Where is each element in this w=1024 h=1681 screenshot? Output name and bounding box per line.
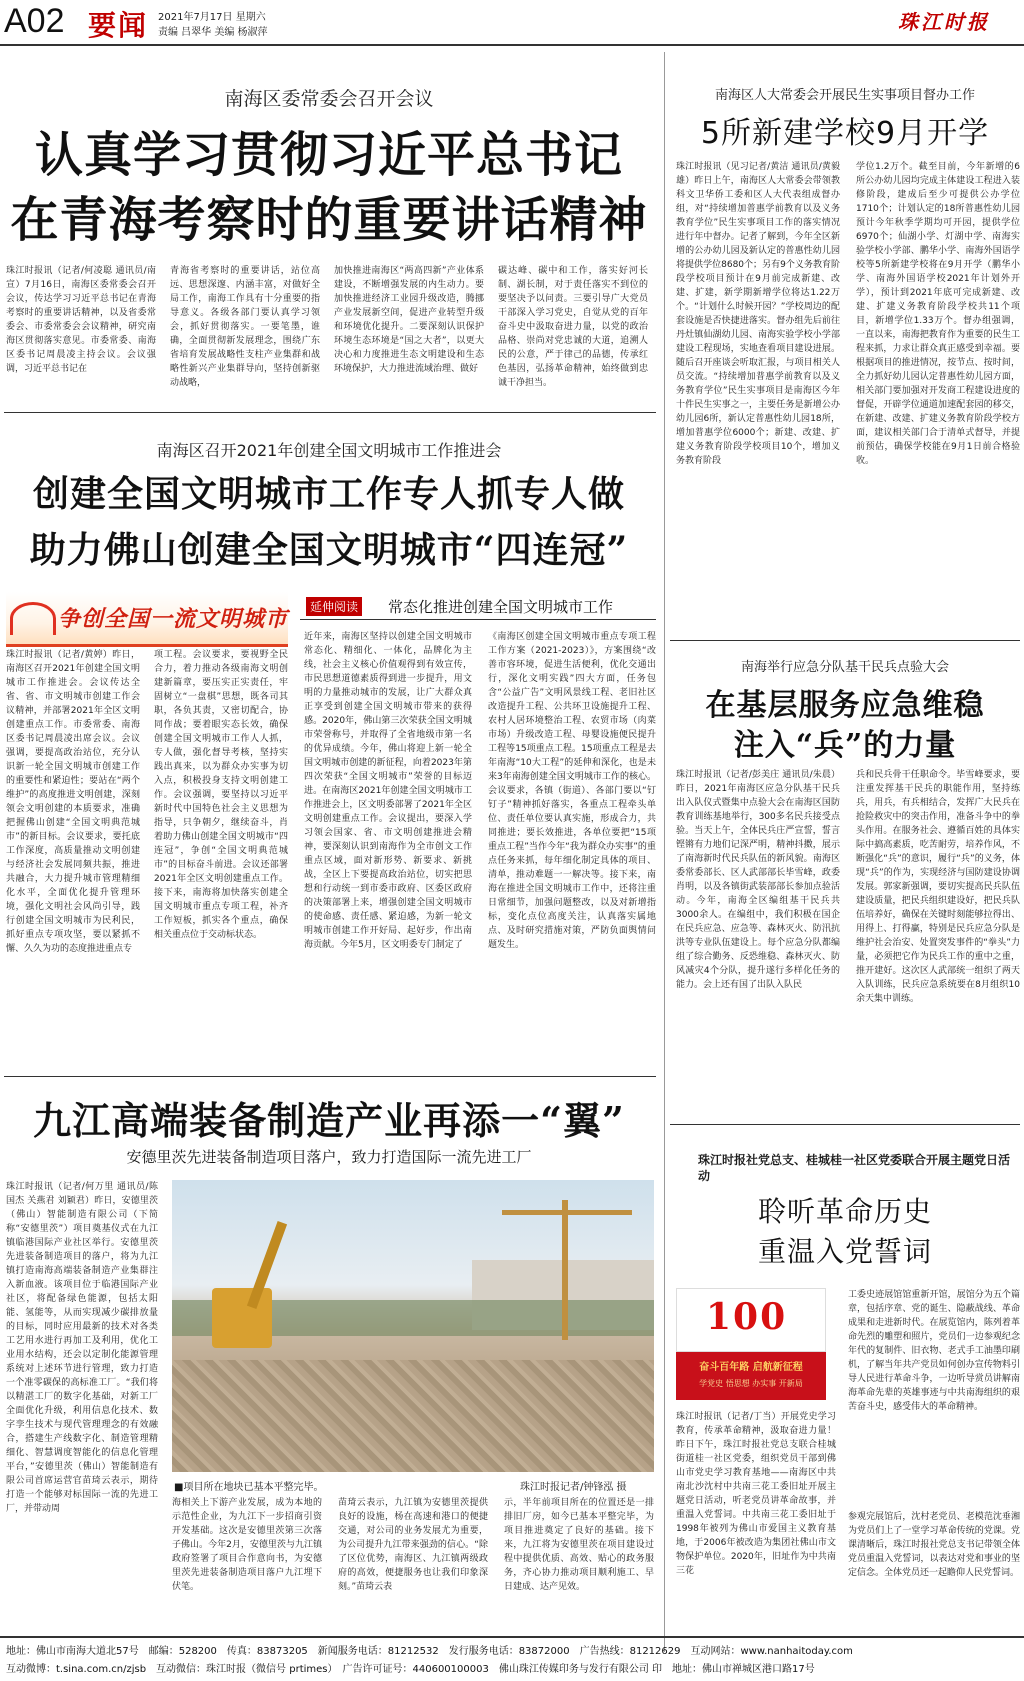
article1-col-4: 碳达峰、碳中和工作，落实好河长制、湖长制，对于责任落实不到位的要坚决予以问责。三要引导广大党员干部深入学习党史，自觉从党的百年奋斗史中汲取奋进力量，以党的政治品格、崇尚对党忠诚的大道，追溯人民的公意，严于律己的品德，传承红色基因，弘扬革命精神，始终做到忠诚干净担当。 — [498, 266, 648, 388]
editors: 责编 吕翠华 美编 杨淑萍 — [158, 27, 268, 38]
article2-col-2: 学位1.2万个。截至目前，今年新增的6所公办幼儿园均完成主体建设工程进入装修阶段，建成后至少可提供公办学位1710个；计划认定的18所普惠性幼儿园预计今年秋季学期均可开园，提供学位6970个；仙湖小学、灯湖中学、南海实验学校小学部、鹏华小学、南海外国语学校等5所新建学校将在9月开学（鹏华小学、南海外国语学校2021年计划外开学），预计到2021年底可完成新建、改建、扩建义务教育阶段学校共11个项目，新增学位1.33万个。督办组强调，一直以来，南海把教育作为重要的民生工程来抓，力求让群众真正感受到幸福。要根据项目的推进情况，按节点、按时间，全力抓好幼儿园认定普惠性幼儿园方面，相关部门要加强对开发商工程建设进度的督促，开辟学位通道加速配套园的移交，在新建、改建、扩建义务教育阶段学校方面，建议相关部门合于清单式督导，并提前预估，确保学校能在9月1日前合格验收。 — [856, 162, 1020, 466]
article5-col-4: 示，半年前项目所在的位置还是一排排旧厂房，如今已基本平整完毕，为项目推进奠定了良好的基础。接下来，九江将为安德里茨在项目建设过程中提供优质、高效、贴心的政务服务，齐心协力推动项目顺利施工、早日建成、达产见效。 — [504, 1498, 654, 1592]
banner-text: 争创全国一流文明城市 — [58, 606, 289, 632]
article5-subhead: 安德里茨先进装备制造项目落户，致力打造国际一流先进工厂 — [126, 1148, 532, 1166]
newspaper-logo: 珠江时报 — [898, 10, 990, 34]
article3-kicker: 南海区召开2021年创建全国文明城市工作推进会 — [156, 441, 502, 460]
article3-col-3: 近年来，南海区坚持以创建全国文明城市常态化、精细化、一体化，品牌化为主线，社会主义核心价值观得到有效宣传，市民思想道德素质得到进一步提升，用文明的力量推动城市的发展，让广大群众真正享受到创建全国文明城市带来的获得感。2020年，佛山第三次荣获全国文明城市荣誉称号，并取得了全省地级市第一名的优异成绩。今年，佛山将迎上新一轮全国文明城市创建的新征程，向着2023年第四次荣获“全国文明城市”荣誉的目标迈进。在南海区2021年创建全国文明城市工作推进会上，区文明委部署了2021年全区文明创建重点工作。会议提出，要深入学习领会国家、省、市文明创建推进会精神，要深刻认识到南海作为全市创文工作重点区域，面对新形势、新要求、新挑战，全区上下要提高政治站位，切实把思想和行动统一到市委市政府、区委区政府的决策部署上来，增强创建全国文明城市的使命感、责任感、紧迫感，为新一轮文明城市创建工作开好局、起好步，作出南海贡献。今年5月，区文明委专门制定了 — [304, 632, 472, 950]
article3-subhead: 常态化推进创建全国文明城市工作 — [388, 598, 614, 616]
issue-date: 2021年7月17日 星期六 — [158, 12, 266, 23]
article2-bottom-rule — [670, 640, 1020, 641]
section-name: 要闻 — [88, 9, 149, 42]
article6-headline-line2: 重温入党誓词 — [757, 1235, 932, 1268]
article1-headline-line1: 认真学习贯彻习近平总书记 — [34, 127, 623, 183]
article6-kicker: 珠江时报社党总支、桂城桂一社区党委联合开展主题党日活动 — [698, 1153, 1011, 1183]
article1-bottom-rule — [4, 412, 656, 413]
article3-col-4: 《南海区创建全国文明城市重点专项工程工作方案（2021-2023）》，方案围绕“改善市容环境，促进生活便利，优化交通出行，深化文明实践”四大方面，任务包含“公益广告”文明风景线工程、老旧社区改造提升工程、公共环卫设施提升工程、农村人居环境整治工程、农贸市场（肉菜市场）升级改造工程、母婴设施便民提升工程等15项重点工程。15项重点工程是去年南海“10大工程”的延伸和深化，也是未来3年南海创建全国文明城市工作的核心。会议要求，各镇（街道）、各部门要以“钉钉子”精神抓好落实，各重点工程牵头单位、责任单位要认真实施，形成合力，共同推进；要长效推进，各单位要把“15项重点工程”当作今年“我为群众办实事”的重点任务来抓，每年细化制定具体的项目、清单，推动难题一一解决等。接下来，南海在推进全国文明城市工作中，还将注重日常细节，加强问题整改，以及对新增指标，变化点位高度关注，认真落实属地点、及时研究措施对策，严防负面舆情问题发生。 — [488, 632, 656, 950]
article4-col-2: 兵和民兵骨干任职命令。毕雪峰要求，要注重发挥基干民兵的职能作用，坚持练兵，用兵，有兵相结合，发挥广大民兵在抢险救灾中的突击作用，准备斗争中的拳头作用。在服务社会、遵循百姓的具体实际中搞高素质，吃苦耐劳，培养作风，不断强化“兵”的意识，履行“兵”的义务，体现“兵”的作为，实现经济与国防建设协调发展。郭家新强调，要切实提高民兵队伍建设质量，把民兵组织建设好，把民兵队伍培养好，确保在关键时刻能够拉得出、用得上、打得赢，特别是民兵应急分队是维护社会治安、处置突发事件的“拳头”力量，必须把它作为民兵工作的重中之重，推开建好。这次区人武部统一组织了两天入队训练，民兵应急系统要在8月组织10余天集中训练。 — [856, 770, 1020, 1004]
article5-headline: 九江高端装备制造产业再添一“翼” — [33, 1098, 625, 1143]
construction-photo — [172, 1180, 654, 1472]
article4-bottom-rule — [670, 1124, 1020, 1125]
article6-headline-line1: 聆听革命历史 — [757, 1195, 932, 1228]
page-number: A02 — [4, 2, 65, 40]
article3-headline-line2: 助力佛山创建全国文明城市“四连冠” — [29, 529, 629, 571]
footer-line-1: 地址：佛山市南海大道北57号 邮编：528200 传真：83873205 新闻服务电话：81212532 发行服务电话：83872000 广告热线：81212629 互动网站：www.nanhaitoday.com — [6, 1646, 853, 1657]
campaign-banner — [6, 592, 288, 647]
article1-col-1: 珠江时报讯（记者/何凌聪 通讯员/南宣）7月16日，南海区委常委会召开会议，传达学习习近平总书记在青海考察时的重要讲话精神，以及省委常委会、市委常委会会议精神，研究南海区贯彻落实意见。市委常委、南海区委书记周晨凌主持会议。会议强调，习近平总书记在 — [6, 266, 156, 374]
banner-ribbon-icon — [10, 602, 56, 635]
article4-col-1: 珠江时报讯（记者/彭美庄 通讯员/朱晨）昨日，2021年南海区应急分队基干民兵出入队仪式暨集中点验大会在南海区国防教育训练基地举行，300多名民兵接受点验。当天上午，全体民兵庄严宣誓，誓言铿锵有力地们记深严明，精神抖擞，展示了南海新时代民兵队伍的新风貌。南海区委常委部长、区人武部部长毕雪峰，政委肖明，以及各镇街武装部部长参加点验活动。今年，南海全区编组基干民兵共3000余人。在编组中，我们积极在国企在民兵应急、应急等、森林灭火、防汛抗洪等专业队伍建设上。每个应急分队都编组了综合勤务、反恐维稳、森林灭火、防风减灾4个分队，提升遂行多样化任务的能力。会上还有国了出队入队民 — [676, 770, 840, 990]
article1-headline-line2: 在青海考察时的重要讲话精神 — [10, 192, 648, 248]
article4-kicker: 南海举行应急分队基干民兵点验大会 — [740, 660, 949, 675]
article4-headline-line1: 在基层服务应急维稳 — [705, 688, 985, 723]
article2-col-1: 珠江时报讯（见习记者/黄洁 通讯员/黄毅雄）昨日上午，南海区人大常委会带领教科文卫华侨工委和区人大代表组成督办组，对“持续增加普惠学前教育以及义务教育学位”民生实事项目工作的落实情况进行年中督办。记者了解到，今年全区新增的公办幼儿园及新认定的普惠性幼儿园将提供学位8680个；另有9个义务教育阶段学校项目预计在9月前完成新建、改建、扩建，新学期新增学位将达1.22万个。“计划什么时候开园？”学校周边的配套设施是否快捷进落实。督办组先后前往丹灶镇仙湖幼儿园、南海实验学校小学部建设工程现场，实地查看项目建设进展。随后召开座谈会听取汇报，与项目相关人员交流。“持续增加普惠学前教育以及义务教育学位”民生实事项目是南海区今年十件民生实事之一，主要任务是新增公办幼儿园6所，新认定普惠性幼儿园18所，增加普惠学位6000个；新建、改建、扩建义务教育阶段学校项目10个，增加义务教育阶段 — [676, 162, 840, 466]
emblem-line1: 奋斗百年路 启航新征程 — [699, 1362, 803, 1373]
rubble-ground — [172, 1360, 654, 1472]
article3-headline-line1: 创建全国文明城市工作专人抓专人做 — [32, 473, 625, 515]
emblem-number: 100 — [706, 1296, 788, 1338]
page-header — [0, 0, 1024, 44]
article1-col-3: 加快推进南海区“两高四新”产业体系建设，不断增强发展的内生动力。要加快推进经济工业园升级改造，腾挪产业发展新空间，促进产业转型升级和环境优化提升。二要深刻认识保护环境生态环境是“国之大者”，以更大决心和力度推进生态文明建设和生态环境保护，大力推进流域治理、做好 — [334, 266, 484, 374]
article3-col-1: 珠江时报讯（记者/黄婷）昨日，南海区召开2021年创建全国文明城市工作推进会。会议传达全省、省、市文明城市创建工作会议精神，并部署2021年全区文明创建重点工作。市委常委、南海区委书记周晨凌出席会议。会议强调，要提高政治站位，充分认识新一轮全国文明城市创建工作的重要性和紧迫性；要站在“两个维护”的高度推进文明创建，深刻领会文明创建的本质要求，准确把握佛山创建“全国文明典范城市”的新目标。会议要求，要托底工作深度，高质量推动文明创建与经济社会发展同频共振，推进共融合，大力提升城市管理精细化水平，全面优化提升管理环境，强化文明社会风尚引导，践行创建全国文明城市为民利民，抓好重点专项攻坚，要以紧抓不懈、久久为功的态度推进重点专 — [6, 650, 140, 954]
article6-intro: 工委史迹展馆馆重新开馆，展馆分为五个篇章，包括序章、党的诞生、隐蔽战线、革命成果和走进新时代。在展览馆内，陈列着革命先烈的雕塑和照片，党员们一边参观纪念年代的复制件、旧衣物、老式手工油墨印刷机，了解当年共产党员如何创办宣传物料引导人民进行革命斗争，一边听导赏员讲解南海革命先辈的英雄事迹与中共南海组织的艰苦奋斗史，感受伟大的革命精神。 — [848, 1290, 1020, 1412]
header-rule — [0, 44, 1024, 46]
footer-rule — [0, 1636, 1024, 1638]
emblem-line2: 学党史 悟思想 办实事 开新局 — [699, 1379, 803, 1388]
article3-sub-rule — [300, 619, 656, 620]
crane-icon — [562, 1200, 568, 1340]
column-divider — [664, 52, 665, 1652]
article2-headline: 5所新建学校9月开学 — [700, 116, 990, 151]
article3-bottom-rule — [4, 1076, 656, 1077]
photo-caption: ■项目所在地块已基本平整完毕。 — [174, 1482, 324, 1493]
article5-col-left: 珠江时报讯（记者/何万里 通讯员/陈国杰 关燕君 刘颖君）昨日，安德里茨（佛山）智能制造有限公司（下简称“安德里茨”）项目奠基仪式在九江镇临港国际产业社区举行。安德里茨先进装备制造项目的落户，将为九江镇打造南海高端装备制造产业集群注入新血液。该项目位于临港国际产业社区，将配备绿色能源，包括太阳能、氢能等，从而实现减少碳排放量的目标，同时应用最新的技术对各类工艺用水进行再加工及利用，优化工业用水结构，还会以定制化能源管理系统对上述环节进行管理，致力打造一个准零碳保的高标准工厂。“我们将以精湛工厂的数字化基础，对新工厂全面优化升级，利用信息化技术、数字孪生技术与现代管理理念的有效融合，搭建生产线数字化、制造管理精细化、智慧调度智能化的信息化管理平台，”安德里茨（佛山）智能制造有限公司首席运营官苗琦云表示，期待打造一个能够对标国际一流的先进工厂，并带动周 — [6, 1182, 158, 1514]
article4-headline-line2: 注入“兵”的力量 — [733, 728, 957, 763]
article1-col-2: 青海省考察时的重要讲话，站位高远、思想深邃、内涵丰富，对做好全局工作，南海工作具有十分重要的指导意义。各级各部门要认真学习领会，抓好贯彻落实。一要笔墨，谁确，全面贯彻新发展理念，围绕广东省培育发展战略性支柱产业集群和战略性新兴产业集群导向，坚持创新驱动战略， — [170, 266, 320, 388]
article6-col-2: 参观完展馆后，沈村老党员、老模范沈垂湘为党员们上了一堂学习革命传统的党课。党课清晰后，珠江时报社党总支书记带领全体党员重温入党誓词，以表达对党和事业的坚定信念。全体党员还一起瞻仰人民党誓词。 — [848, 1512, 1020, 1578]
article3-col-2: 项工程。会议要求，要视野全民合力，着力推动各级南海文明创建新篇章，要压实正实责任，牢固树立“一盘棋”思想，既各司其职，各负其责，又密切配合，协同作战；要着眼实态长效，确保创建全国文明城市工作人人抓，专人做，强化督导考核，坚持实践出真来，以为群众办实事为切入点，积极投身支持文明创建工作。会议强调，要坚持以习近平新时代中国特色社会主义思想为指导，只争朝夕，继续奋斗，肖着助力佛山创建全国文明城市“四连冠”，争创“全国文明典范城市”的目标奋斗前进。会议还部署2021年全区文明创建重点工作。接下来，南海将加快落实创建全国文明城市重点专项工程，补齐工作短板，抓实各个重点，确保相关重点位于交动标状态。 — [154, 650, 288, 940]
article5-col-3: 苗琦云表示，九江镇为安德里茨提供良好的设施，杨在高速和港口的便捷交通，对公司的业务发展尤为重要，为公司提升九江带来强劲的信心。“除了区位优势，南海区、九江镇两级政府的高效，便捷服务也让我们印象深刻。”苗琦云表 — [338, 1498, 488, 1592]
excavator-icon — [212, 1288, 272, 1348]
article2-kicker: 南海区人大常委会开展民生实事项目督办工作 — [714, 88, 975, 103]
centenary-emblem — [676, 1288, 826, 1400]
footer-line-2: 互动微博：t.sina.com.cn/zjsb 互动微信：珠江时报（微信号 prtimes） 广告许可证号：440600100003 佛山珠江传媒印务与发行有限公司 印 地址：佛山市禅城区港口路17号 — [6, 1664, 815, 1675]
article6-col-1: 珠江时报讯（记者/丁当）开展党史学习教育，传承革命精神，汲取奋进力量！昨日下午，珠江时报社党总支联合桂城街道桂一社区党委，组织党员干部到佛山市党史学习教育基地——南海区中共南北沙沈村中共南三花工委旧址开展主题党日活动，听老党员讲革命故事，并重温入党誓词。中共南三花工委旧址于1998年被列为佛山市爱国主义教育基地，于2006年被改造为集团社佛山市文物保护单位。2020年，旧址作为中共南三花 — [676, 1412, 836, 1576]
article1-kicker: 南海区委常委会召开会议 — [224, 88, 434, 110]
article5-col-2: 海相关上下游产业发展，成为本地的示范性企业，为九江下一步招商引资开发基础。这次是安德里茨第三次落子佛山。今年2月，安德里茨与九江镇政府签署了项目合作意向书，为安德里茨先进装备制造项目落户九江埋下伏笔。 — [172, 1498, 322, 1592]
photo-credit: 珠江时报记者/钟锋泓 摄 — [520, 1482, 627, 1493]
extended-reading-tag: 延伸阅读 — [306, 597, 362, 616]
crane-boom-icon — [502, 1210, 632, 1215]
